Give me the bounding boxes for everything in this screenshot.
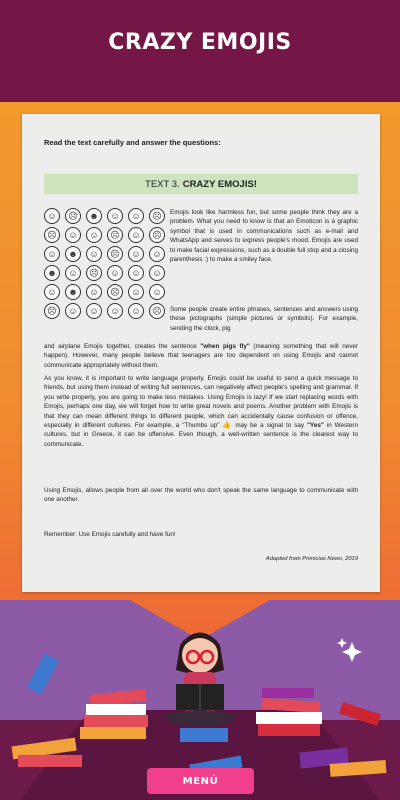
- emoji-face-icon: ☹: [149, 208, 165, 224]
- emoji-face-icon: ☺: [86, 227, 102, 243]
- emoji-face-icon: ☺: [128, 246, 144, 262]
- emoji-face-icon: ☻: [65, 284, 81, 300]
- emoji-face-icon: ☹: [107, 284, 123, 300]
- writing-text-c: in Western cultures, but in Greece, it can be offensive. Even though, a well-written sentence is the clearest way to communicate.: [44, 422, 359, 448]
- emoji-face-icon: ☻: [44, 265, 60, 281]
- paragraph-pictographs-cont: [44, 342, 358, 370]
- emoji-face-icon: ☺: [86, 246, 102, 262]
- emoji-face-icon: ☹: [149, 303, 165, 319]
- reminder-text: Remember: Use Emojis carefully and have fun!: [44, 531, 176, 538]
- pictographs-text-c: (meaning something that will never happen). However, many people believe that teenagers are too dependent on using Emojis and cannot communicate appropriately without them.: [44, 343, 358, 369]
- emoji-face-icon: ☹: [65, 208, 81, 224]
- emoji-face-icon: ☹: [149, 227, 165, 243]
- emoji-face-icon: ☺: [107, 208, 123, 224]
- paragraph-writing: [44, 374, 358, 449]
- text-label: TEXT 3.: [145, 178, 180, 190]
- text-title: CRAZY EMOJIS!: [182, 178, 257, 190]
- emoji-face-icon: ☹: [107, 246, 123, 262]
- emoji-face-icon: ☺: [65, 265, 81, 281]
- emoji-face-icon: ☺: [128, 227, 144, 243]
- paragraph-intro: Emojis look like harmless fun, but some people think they are a problem. What you need to know is that an Emoticon is a graphic symbol that is used in communications such as e-mail and WhatsApp and serves to express people's mood. Emojis are used to make facial expressions, such as a double full stop and a closing parenthesis :) to make a smiley face.: [170, 209, 358, 264]
- worksheet-image: [22, 114, 380, 592]
- emoji-face-icon: ☺: [44, 284, 60, 300]
- emoji-face-icon: ☺: [65, 303, 81, 319]
- text-title-bar: [44, 174, 358, 194]
- emoji-face-icon: ☹: [44, 227, 60, 243]
- emoji-face-icon: ☺: [44, 246, 60, 262]
- emoji-face-icon: ☺: [44, 208, 60, 224]
- paragraph-pictographs: Some people create entire phrases, sentences and answers using these pictographs (simple pictures or symbols). For example, sending the clock, pig: [170, 306, 358, 332]
- emoji-face-icon: ☺: [128, 265, 144, 281]
- source-citation: Adapted from Primicias News, 2019: [265, 556, 358, 562]
- emoji-face-icon: ☺: [107, 303, 123, 319]
- emoji-face-icon: ☺: [128, 284, 144, 300]
- writing-text: As you know, it is important to write language properly. Emojis could be useful to send a quick message to friends, but using them instead of writing full sentences, can negatively affect people's spelling and grammar. If you write properly, you are going to make less mistakes. Using Emojis is lazy! If we start replacing words with Emojis, perhaps one day, we will forget how to write great novels and poems. Another problem with Emojis is that they can mean different things to different people, which can accidentally cause confusion or offence, especially in different cultures. For example, a "Thumbs up": [44, 375, 358, 430]
- book-stack-right-icon: [256, 688, 322, 736]
- emoji-face-icon: ☹: [86, 265, 102, 281]
- thumbs-up-icon: 👍: [222, 422, 233, 430]
- emoji-face-icon: ☹: [107, 227, 123, 243]
- book-stack-left-icon: [80, 689, 148, 739]
- menu-button[interactable]: MENÚ: [147, 768, 254, 794]
- emoji-face-icon: ☺: [128, 303, 144, 319]
- emoji-face-icon: ☺: [107, 265, 123, 281]
- yes-word: "Yes": [307, 422, 324, 430]
- emoji-face-icon: ☺: [149, 246, 165, 262]
- worksheet-instruction: Read the text carefully and answer the questions:: [44, 138, 221, 147]
- emoji-face-icon: ☻: [86, 208, 102, 224]
- emoji-face-icon: ☺: [128, 208, 144, 224]
- emoji-face-icon: ☺: [149, 265, 165, 281]
- emoji-face-icon: ☺: [86, 284, 102, 300]
- emoji-face-icon: ☺: [86, 303, 102, 319]
- writing-text-b: may be a signal to say: [235, 422, 305, 430]
- pictographs-text-b: and airplane Emojis together, creates the sentence: [44, 343, 197, 350]
- emoji-face-icon: ☻: [65, 246, 81, 262]
- emoji-face-icon: ☺: [65, 227, 81, 243]
- paragraph-closing: Using Emojis, allows people from all over the world who don't speak the same language to communicate with one another.: [44, 487, 358, 504]
- app-header: [0, 0, 400, 102]
- page-title: CRAZY EMOJIS: [108, 29, 292, 55]
- emoji-face-icon: ☺: [149, 284, 165, 300]
- emoji-grid: [44, 208, 166, 319]
- emoji-face-icon: ☹: [44, 303, 60, 319]
- pictograph-phrase: "when pigs fly": [200, 343, 250, 350]
